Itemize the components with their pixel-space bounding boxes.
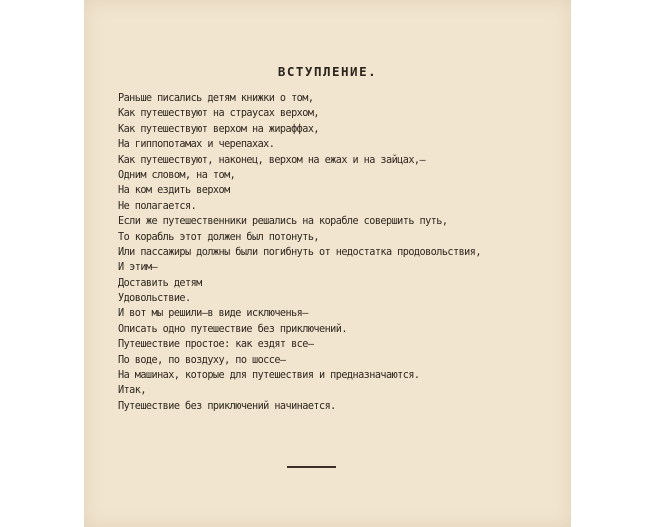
section-divider xyxy=(287,466,336,468)
poem-line: На гиппопотамах и черепахах. xyxy=(118,139,275,151)
poem-text xyxy=(118,91,481,414)
poem-line: Доставить детям xyxy=(118,277,202,289)
poem-line: Как путешествуют верхом на жираффах, xyxy=(118,123,320,135)
poem-line: Как путешествуют, наконец, верхом на ежах и на зайцах,— xyxy=(118,154,426,166)
page-title: ВСТУПЛЕНИЕ. xyxy=(277,64,378,79)
poem-line: Удовольствие. xyxy=(118,293,191,305)
poem-line: Одним словом, на том, xyxy=(118,169,236,181)
poem-line: И этим— xyxy=(118,262,158,274)
book-page xyxy=(84,0,571,527)
poem-line: То корабль этот должен был потонуть, xyxy=(118,231,320,243)
poem-line: Путешествие простое: как ездят все— xyxy=(118,339,314,351)
poem-line: На машинах, которые для путешествия и предназначаются. xyxy=(118,370,420,382)
poem-line: Итак, xyxy=(118,385,146,397)
poem-line: Описать одно путешествие без приключений. xyxy=(118,323,347,335)
poem-line: Путешествие без приключений начинается. xyxy=(118,400,336,412)
poem-line: Не полагается. xyxy=(118,200,197,212)
poem-line: Если же путешественники решались на корабле совершить путь, xyxy=(118,216,448,228)
poem-line: Как путешествуют на страусах верхом, xyxy=(118,108,320,120)
poem-line: Или пассажиры должны были погибнуть от недостатка продовольствия, xyxy=(118,246,481,258)
poem-line: На ком ездить верхом xyxy=(118,185,230,197)
poem-line: Раньше писались детям книжки о том, xyxy=(118,93,314,104)
poem-line: И вот мы решили—в виде исключенья— xyxy=(118,308,308,320)
poem-line: По воде, по воздуху, по шоссе— xyxy=(118,354,286,366)
